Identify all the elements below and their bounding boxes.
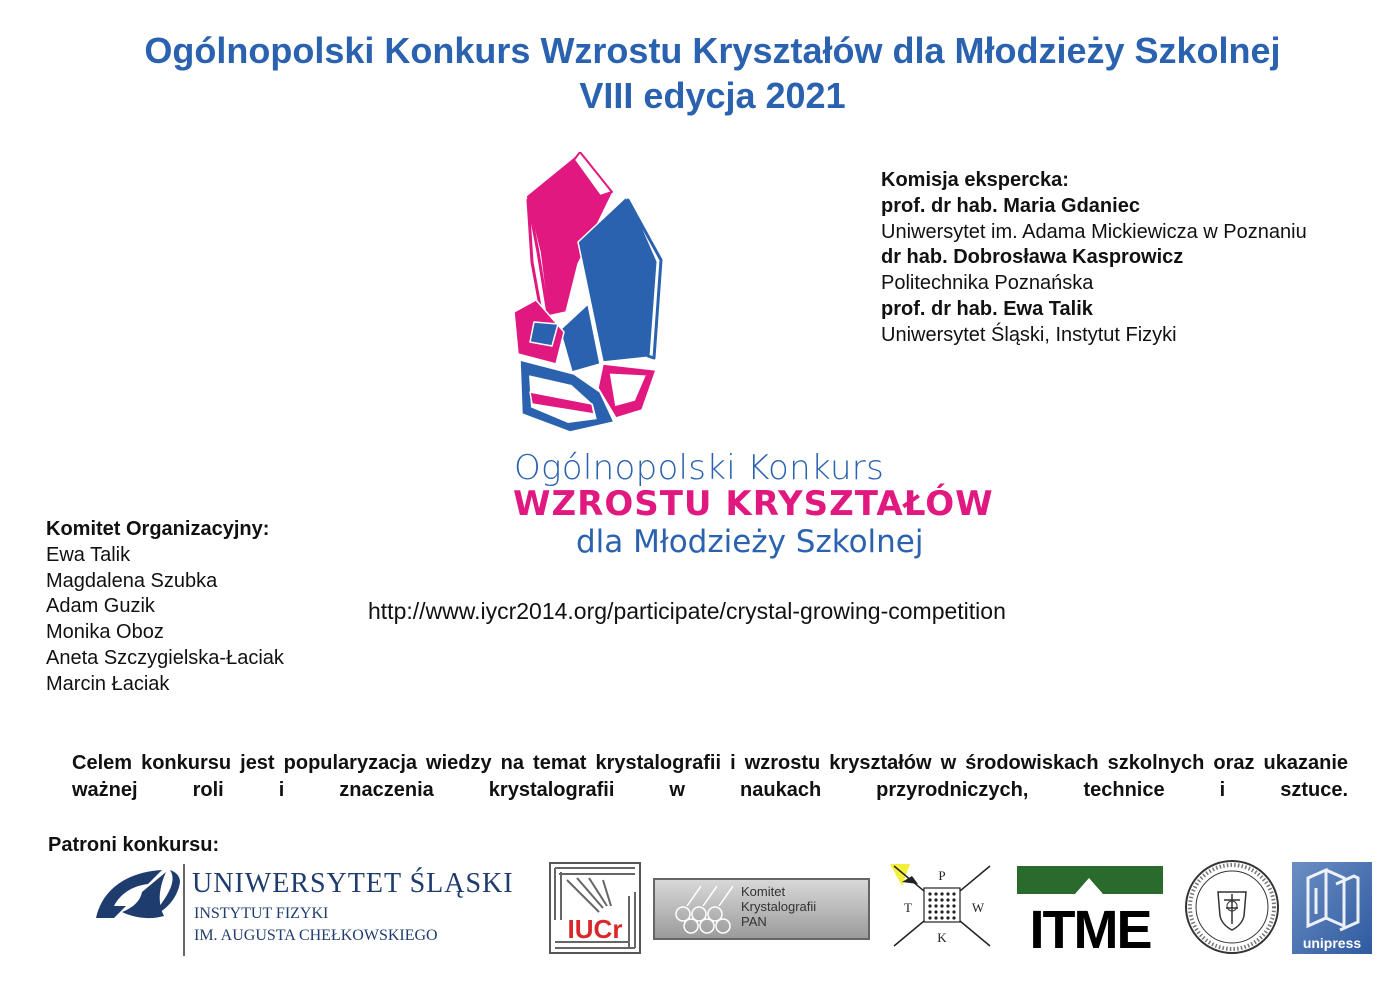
logo-text-line2: WZROSTU KRYSZTAŁÓW (513, 484, 994, 524)
logo-text-line3: dla Młodzieży Szkolnej (576, 524, 924, 560)
commission-heading: Komisja ekspercka: (881, 169, 1069, 191)
logo-text-line1: Ogólnopolski Konkurs (514, 448, 885, 488)
politechnika-warszawska-seal-icon (1182, 858, 1282, 956)
commission-member-affiliation: Politechnika Poznańska (881, 272, 1094, 295)
commission-member-affiliation: Uniwersytet Śląski, Instytut Fizyki (881, 323, 1177, 346)
unipress-logo (1292, 862, 1372, 954)
us-emblem-icon (96, 870, 180, 918)
commission-member-name: dr hab. Dobrosława Kasprowicz (881, 246, 1184, 269)
commission-member-name: prof. dr hab. Maria Gdaniec (881, 194, 1140, 217)
ptwk-t: T (904, 900, 912, 915)
committee-member: Magdalena Szubka (46, 569, 218, 592)
us-name: UNIWERSYTET ŚLĄSKI (192, 868, 514, 899)
page-subtitle-edition: VIII edycja 2021 (579, 75, 846, 116)
patrons-heading: Patroni konkursu: (48, 834, 220, 856)
ptwk-logo (888, 862, 996, 948)
committee-member: Marcin Łaciak (46, 672, 170, 695)
page-title: Ogólnopolski Konkurs Wzrostu Kryształów dla Młodzieży Szkolnej (144, 30, 1281, 71)
committee-member: Aneta Szczygielska-Łaciak (46, 646, 284, 669)
committee-heading: Komitet Organizacyjny: (46, 518, 270, 540)
kk-line3: PAN (741, 914, 767, 929)
itme-text: ITME (1029, 900, 1151, 950)
competition-goal-text: Celem konkursu jest popularyzacja wiedzy na temat krystalografii i wzrostu kryształów w środowiskach szkolnych oraz ukazanie ważnej roli i znaczenia krystalografii w naukach przyrodniczych, technice i sztuce. (72, 752, 1348, 801)
ptwk-w: W (971, 900, 985, 915)
iucr-logo (549, 862, 641, 954)
ptwk-k: K (937, 930, 947, 945)
commission-member-name: prof. dr hab. Ewa Talik (881, 297, 1093, 320)
organizing-committee (46, 517, 284, 698)
competition-url-link[interactable]: http://www.iycr2014.org/participate/crystal-growing-competition (368, 598, 1006, 624)
komitet-krystalografii-logo (653, 878, 870, 940)
kk-line2: Krystalografii (741, 899, 817, 914)
itme-logo (1017, 866, 1163, 950)
commission-member-affiliation: Uniwersytet im. Adama Mickiewicza w Poznaniu (881, 220, 1307, 243)
us-line2: INSTYTUT FIZYKI (194, 905, 329, 922)
committee-member: Adam Guzik (46, 595, 155, 618)
committee-member: Monika Oboz (46, 621, 164, 644)
unipress-text: unipress (1302, 935, 1362, 951)
iucr-text: IUCr (567, 914, 623, 944)
kk-line1: Komitet (741, 884, 786, 899)
us-line3: IM. AUGUSTA CHEŁKOWSKIEGO (194, 927, 438, 944)
uniwersytet-slaski-logo (92, 860, 532, 960)
ptwk-p: P (938, 868, 946, 883)
expert-commission (881, 168, 1307, 349)
crystal-logo-icon (508, 152, 664, 432)
committee-member: Ewa Talik (46, 543, 131, 566)
